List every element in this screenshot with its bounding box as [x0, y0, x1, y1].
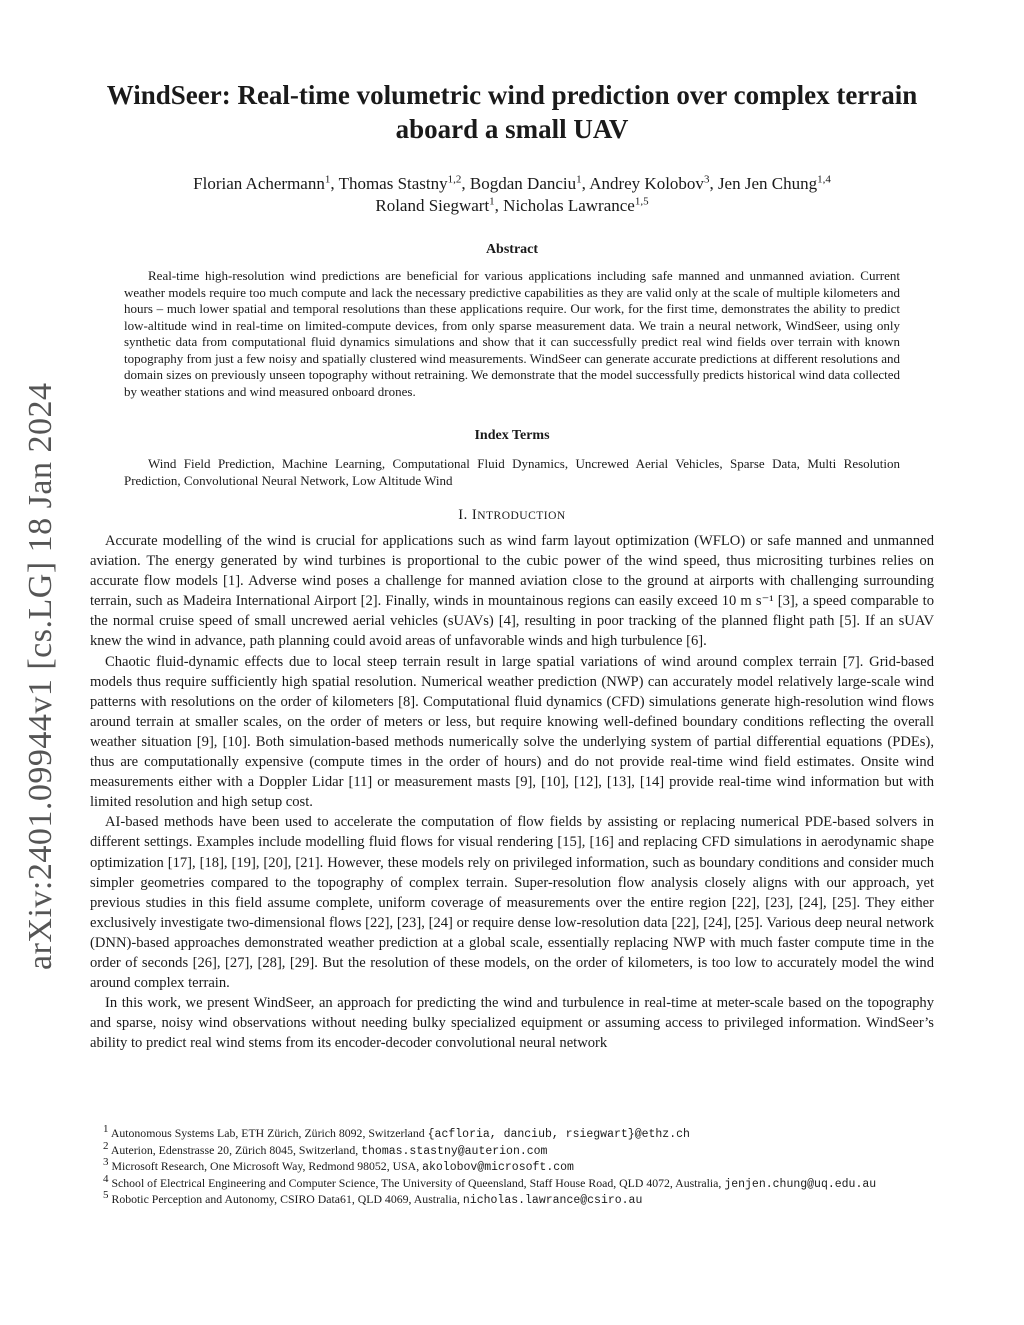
author-name: Nicholas Lawrance — [503, 196, 635, 215]
author-line-1: Florian Achermann$^1$, Thomas Stastny$^{1,2}$, Bogdan Danciu$^1$, Andrey Kolobov$^3$, Jen Jen Chung$^{1,4}$ — [193, 173, 831, 193]
abstract-heading: Abstract — [485, 242, 539, 257]
index-terms-text: Wind Field Prediction, Machine Learning, Computational Fluid Dynamics, Uncrewed Aerial Vehicles, Sparse Data, Multi Resolution Prediction, Convolutional Neural Network, Low Altitude Wind — [124, 456, 900, 488]
footnote-email: jenjen.chung@uq.edu.au — [724, 1177, 877, 1191]
author-name: Thomas Stastny — [338, 174, 448, 193]
title-line-1: WindSeer: Real-time volumetric wind prediction over complex terrain — [106, 80, 918, 110]
footnote — [90, 1189, 934, 1209]
footnote — [90, 1156, 934, 1176]
paragraph: In this work, we present WindSeer, an approach for predicting the wind and turbulence in real-time at meter-scale based on the topography and sparse, noisy wind observations without needing bulky specialized equipment or assuming access to privileged information. WindSeer’s ability to predict real wind stems from its encoder-decoder convolutional neural network — [90, 995, 934, 1052]
footnote-email: thomas.stastny@auterion.com — [361, 1144, 548, 1158]
author-affiliation: 1,4 — [817, 173, 831, 186]
author-name: Florian Achermann — [193, 174, 325, 193]
footnotes — [90, 1123, 934, 1209]
footnote-text: Autonomous Systems Lab, ETH Zürich, Zürich 8092, Switzerland — [110, 1126, 425, 1140]
author-affiliation: 3 — [703, 173, 710, 186]
index-terms-heading: Index Terms — [474, 428, 550, 443]
author-affiliation: 1,5 — [634, 195, 649, 208]
footnote — [90, 1139, 934, 1160]
section-title-initial: I — [471, 507, 478, 523]
author-list — [100, 173, 924, 217]
footnote-email: nicholas.lawrance@csiro.au — [462, 1194, 643, 1207]
footnote — [90, 1172, 934, 1193]
section-title-rest: NTRODUCTION — [477, 510, 566, 522]
footnote-email: akolobov@microsoft.com — [422, 1161, 574, 1174]
title-line-2: aboard a small UAV — [395, 114, 629, 144]
paper-title — [90, 78, 934, 146]
footnote-number: 2 — [103, 1139, 109, 1152]
footnote-number: 4 — [103, 1172, 109, 1185]
footnote-text: Microsoft Research, One Microsoft Way, Redmond 98052, USA, — [111, 1159, 420, 1173]
footnote-number: 5 — [103, 1189, 109, 1202]
footnote-text: Robotic Perception and Autonomy, CSIRO Data61, QLD 4069, Australia, — [111, 1192, 460, 1206]
footnote-email: {acfloria, danciub, rsiegwart}@ethz.ch — [427, 1128, 690, 1141]
abstract-text: Real-time high-resolution wind predictions are beneficial for various applications including safe manned and unmanned aviation. Current weather models require too much compute and lack the necessary predictive capabilities as they are valid only at the scale of multiple kilometers and hours – much lower spatial and temporal resolutions than these applications require. Our work, for the first time, demonstrates the ability to predict low-altitude wind in real-time on limited-compute devices, from only sparse measurement data. We train a neural network, WindSeer, using only synthetic data from computational fluid dynamics simulations and show that it can successfully predict real wind fields over terrain with known topography from just a few noisy and spatially clustered wind measurements. WindSeer can generate accurate predictions at different resolutions and domain sizes on previously unseen topography without retraining. We demonstrate that the model successfully predicts historical wind data collected by weather stations and wind measured onboard drones. — [124, 268, 900, 399]
author-name: Bogdan Danciu — [469, 174, 577, 193]
section-number: I. — [458, 507, 468, 523]
author-name: Jen Jen Chung — [717, 174, 818, 193]
author-affiliation: 1 — [576, 173, 582, 186]
author-affiliation: 1 — [324, 173, 331, 186]
footnote — [90, 1123, 934, 1143]
author-name: Andrey Kolobov — [589, 174, 704, 193]
section-heading-introduction — [90, 507, 934, 524]
paragraph: AI-based methods have been used to accelerate the computation of flow fields by assisting or replacing numerical PDE-based solvers in different settings. Examples include modelling fluid flows for visual rendering [15], [16] and replacing CFD simulations in aerodynamic shape optimization [17], [18], [19], [20], [21]. However, these models rely on privileged information, such as boundary conditions and consider much simpler geometries compared to the topography of complex terrain. Super-resolution flow analysis closely aligns with our approach, yet previous studies in this field assume complete, uniform coverage of measurements over the entire region [22], [23], [24], [25]. They either exclusively investigate two-dimensional flows [22], [23], [24] or require dense low-resolution data [22], [24], [25]. Various deep neural network (DNN)-based approaches demonstrated weather prediction at a global scale, essentially replacing NWP with much faster compute time in the order of seconds [26], [27], [28], [29]. But the resolution of these models, on the order of kilometers, is too low to accurately model the wind around complex terrain. — [90, 814, 934, 992]
footnote-text: Auterion, Edenstrasse 20, Zürich 8045, Switzerland, — [110, 1142, 359, 1157]
author-affiliation: 1 — [489, 195, 495, 208]
author-affiliation: 1,2 — [447, 173, 462, 186]
paragraph: Chaotic fluid-dynamic effects due to local steep terrain result in large spatial variations of wind around complex terrain [7]. Grid-based models thus require sufficiently high spatial resolution. Numerical weather prediction (NWP) can accurately model relatively large-scale wind patterns with resolutions on the order of kilometers [8]. Computational fluid dynamics (CFD) simulations generate high-resolution wind flows around terrain at smaller scales, on the order of meters or less, but require knowing well-defined boundary conditions reflecting the overall weather situation [9], [10]. Both simulation-based methods numerically solve the underlying system of partial differential equations (PDEs), thus are computationally expensive (compute times in the order of hours) and do not provide real-time wind field estimates. Onsite wind measurements either with a Doppler Lidar [11] or measurement masts [9], [10], [12], [13], [14] provide real-time wind information but with limited resolution and high setup cost. — [90, 653, 934, 811]
author-line-2: Roland Siegwart$^1$, Nicholas Lawrance$^{1,5}$ — [375, 195, 649, 215]
arxiv-sidebar-stamp: arXiv:2401.09944v1 [cs.LG] 18 Jan 2024 — [22, 382, 59, 970]
footnote-number: 1 — [103, 1123, 109, 1136]
introduction-body — [90, 531, 934, 1053]
footnote-text: School of Electrical Engineering and Computer Science, The University of Queensland, Staff House Road, QLD 4072, Australia, — [111, 1175, 722, 1190]
paragraph: Accurate modelling of the wind is crucial for applications such as wind farm layout optimization (WFLO) or safe manned and unmanned aviation. The energy generated by wind turbines is proportional to the cubic power of the wind speed, thus micrositing turbines relies on accurate flow models [1]. Adverse wind poses a challenge for manned aviation close to the ground at airports with challenging surrounding terrain, such as Madeira International Airport [2]. Finally, winds in mountainous regions can easily exceed 10 m s⁻¹ [3], a speed comparable to the normal cruise speed of small uncrewed aerial vehicles (sUAVs) [4], resulting in poor tracking of the planned flight path [5]. If an sUAV knew the wind in advance, path planning could avoid areas of unfavorable winds and high turbulence [6]. — [90, 533, 934, 650]
author-name: Roland Siegwart — [375, 196, 490, 215]
footnote-number: 3 — [103, 1156, 109, 1169]
